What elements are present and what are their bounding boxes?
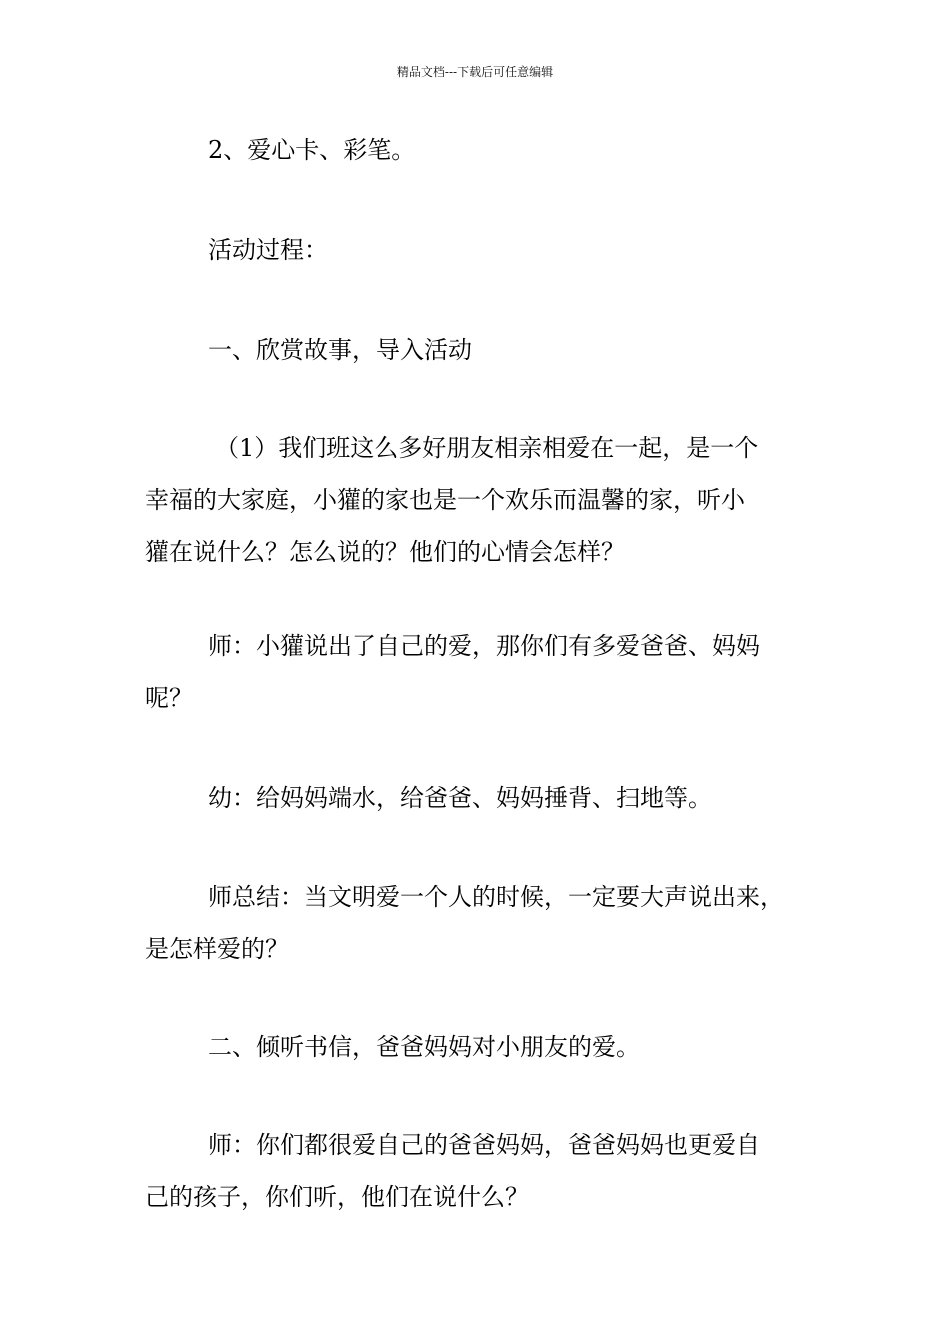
page-header: 精品文档---下载后可任意编辑	[396, 65, 554, 79]
section-heading-two	[145, 1021, 835, 1073]
paragraph-line: 己的孩子，你们听，他们在说什么？	[145, 1183, 529, 1211]
paragraph-line: 呢？	[145, 684, 193, 712]
paragraph-teacher-summary	[145, 871, 835, 975]
paragraph-line: 幸福的大家庭，小獾的家也是一个欢乐而温馨的家，听小	[145, 486, 745, 514]
paragraph-materials	[145, 124, 835, 176]
paragraph-teacher-question	[145, 620, 835, 724]
paragraph-line: 獾在说什么？怎么说的？他们的心情会怎样？	[145, 538, 625, 566]
paragraph-line: 幼：给妈妈端水，给爸爸、妈妈捶背、扫地等。	[208, 784, 712, 812]
paragraph-line: 二、倾听书信，爸爸妈妈对小朋友的爱。	[208, 1033, 640, 1061]
paragraph-line: 师：小獾说出了自己的爱，那你们有多爱爸爸、妈妈	[208, 632, 760, 660]
paragraph-line: 师：你们都很爱自己的爸爸妈妈，爸爸妈妈也更爱自	[208, 1131, 760, 1159]
paragraph-line: 一、欣赏故事，导入活动	[208, 336, 472, 364]
paragraph-line: 是怎样爱的？	[145, 935, 289, 963]
paragraph-activity-process	[145, 224, 835, 276]
paragraph-line: 2、爱心卡、彩笔。	[208, 136, 416, 164]
paragraph-child-answer	[145, 772, 835, 824]
paragraph-line: 师总结：当文明爱一个人的时候，一定要大声说出来，	[208, 883, 784, 911]
paragraph-line: （1）我们班这么多好朋友相亲相爱在一起，是一个	[215, 434, 759, 462]
paragraph-line: 活动过程：	[208, 236, 328, 264]
paragraph-story-intro	[145, 422, 835, 578]
paragraph-teacher-letter	[145, 1119, 835, 1223]
section-heading-one	[145, 324, 835, 376]
